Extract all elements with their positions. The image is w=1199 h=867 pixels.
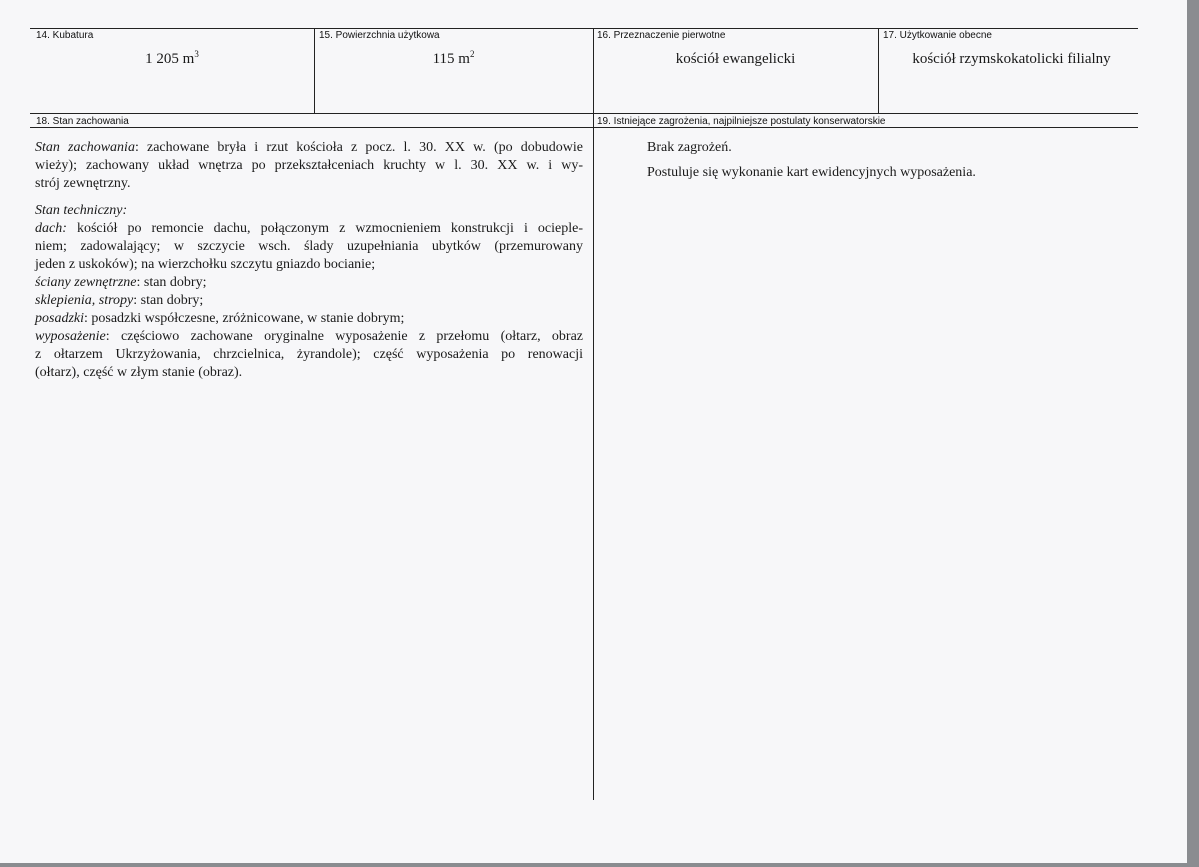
field16-label: 16. Przeznaczenie pierwotne [597,30,726,41]
sciany-text: : stan dobry; [136,275,207,290]
divider-14-15 [314,28,315,114]
paragraph-gap [647,157,1127,164]
stan-techniczny-heading: Stan techniczny: [35,203,128,218]
stan-zachowania-heading: Stan zachowania [35,140,135,155]
wyposazenie-line-3: (ołtarz), część w złym stanie (obraz). [35,365,243,380]
posadzki-line [35,310,583,328]
sklepienia-text: : stan dobry; [133,293,204,308]
field14-label: 14. Kubatura [36,30,94,41]
dach-text-1: kościół po remoncie dachu, połączonym z wzmocnieniem konstrukcji i ocieple- [66,221,583,236]
stan-zachowania-text-1: : zachowane bryła i rzut kościoła z pocz. l. 30. XX w. (po dobudowie [134,140,584,155]
posadzki-text: : posadzki współczesne, zróżnicowane, w stanie dobrym; [84,311,405,326]
row1-bottom-rule [30,113,1138,114]
sciany-line [35,274,583,292]
wyposazenie-heading: wyposażenie [35,329,106,344]
section18-label: 18. Stan zachowania [36,116,129,127]
section19-line-2: Postuluje się wykonanie kart ewidencyjnych wyposażenia. [647,165,976,180]
section19-label: 19. Istniejące zagrożenia, najpilniejsze postulaty konserwatorskie [597,116,886,127]
section18-content [35,139,583,382]
dach-line-1 [35,220,583,238]
stan-zachowania-line-2: wieży); zachowany układ wnętrza po przekształceniach kruchty w l. 30. XX w. i wy- [35,158,583,173]
stan-zachowania-line-1 [35,139,583,157]
dach-line-3: jeden z uskoków); na wierzchołku szczytu gniazdo bocianie; [35,257,376,272]
kubatura-unit-exponent: 3 [194,49,199,59]
section19-line-1: Brak zagrożeń. [647,140,732,155]
row2-header-rule [30,127,1138,128]
powierzchnia-unit-exponent: 2 [469,49,475,59]
dach-line-2: niem; zadowalający; w szczycie wsch. ślady uzupełniania ubytków (przemurowany [35,239,583,254]
kubatura-value: 1 205 m [145,51,195,67]
field15-value [314,51,593,68]
field16-value: kościół ewangelicki [675,51,796,67]
wyposazenie-line-2: z ołtarzem Ukrzyżowania, chrzcielnica, żyrandole); część wyposażenia po renowacji [35,347,583,362]
divider-16-17 [878,28,879,114]
divider-15-16 [593,28,594,800]
wyposazenie-text-1: : częściowo zachowane oryginalne wyposażenie z przełomu (ołtarz, obraz [105,329,583,344]
top-rule [30,28,1138,29]
field15-label: 15. Powierzchnia użytkowa [319,30,440,41]
powierzchnia-value: 115 m [432,51,470,67]
field17-value: kościół rzymskokatolicki filialny [912,51,1111,67]
sciany-heading: ściany zewnętrzne [35,275,137,290]
field17-label: 17. Użytkowanie obecne [883,30,992,41]
posadzki-heading: posadzki [35,311,84,326]
field14-value [30,51,314,68]
sklepienia-line [35,292,583,310]
section19-content [647,139,1127,182]
paragraph-gap [35,193,583,202]
sklepienia-heading: sklepienia, stropy [35,293,134,308]
dach-heading: dach: [35,221,67,236]
stan-zachowania-line-3: strój zewnętrzny. [35,176,131,191]
wyposazenie-line-1 [35,328,583,346]
